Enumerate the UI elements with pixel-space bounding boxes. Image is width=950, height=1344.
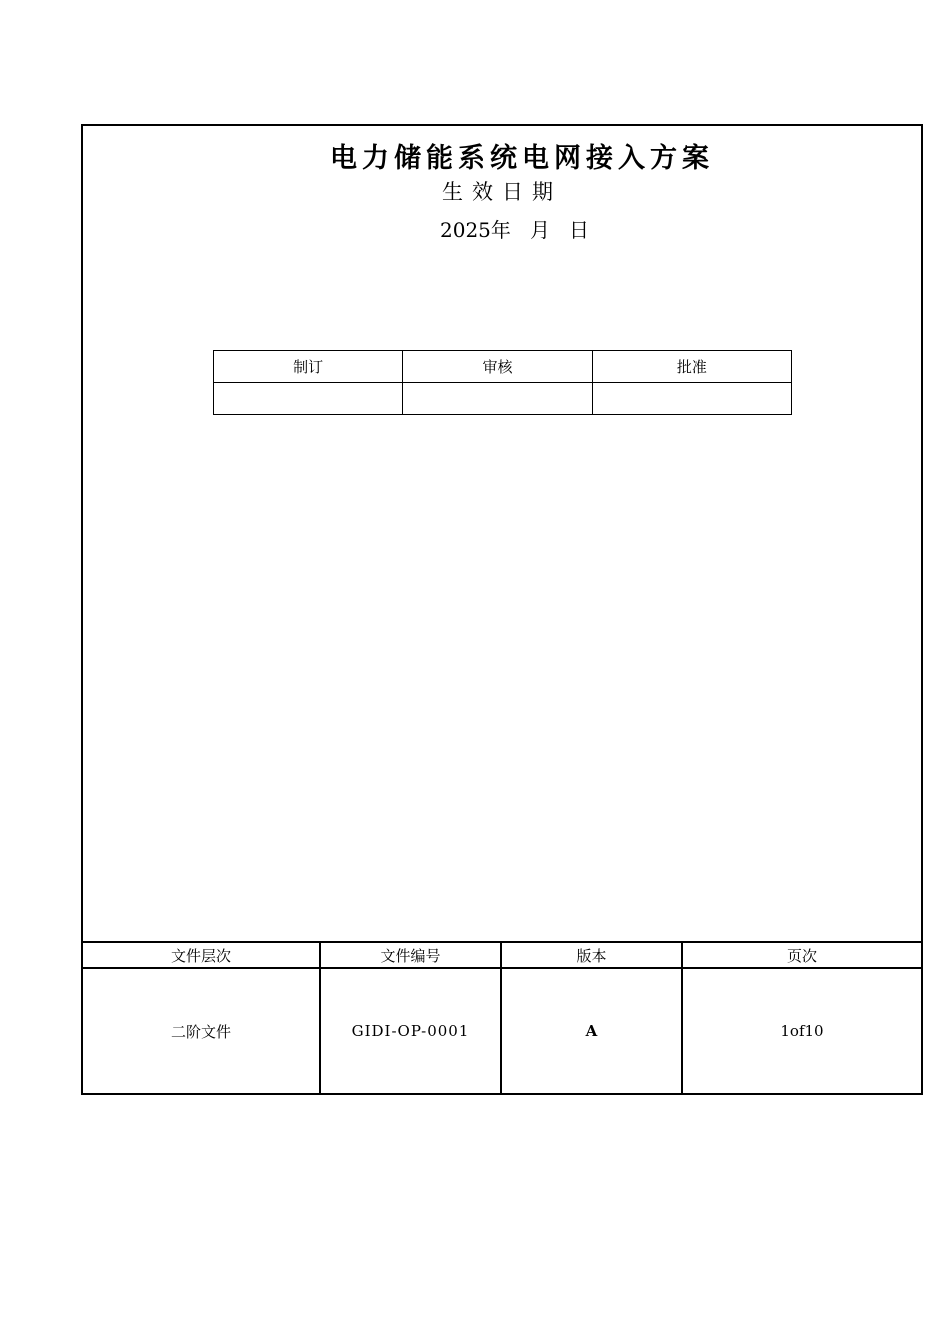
document-info-value-row [83, 968, 921, 1093]
approval-table [213, 350, 792, 415]
approval-cell-prepared [214, 383, 403, 415]
approval-header-row [214, 351, 792, 383]
document-frame [81, 124, 923, 1095]
document-info-table [83, 941, 921, 1093]
document-info-header-row [83, 942, 921, 968]
value-page: 1of10 [682, 968, 921, 1093]
header-doc-number: 文件编号 [320, 942, 501, 968]
header-doc-level: 文件层次 [83, 942, 320, 968]
approval-cell-reviewed [403, 383, 592, 415]
header-page: 页次 [682, 942, 921, 968]
approval-header-prepared: 制订 [214, 351, 403, 383]
value-version: A [501, 968, 682, 1093]
approval-header-reviewed: 审核 [403, 351, 592, 383]
document-title: 电力储能系统电网接入方案 [330, 143, 714, 174]
approval-cell-approved [592, 383, 791, 415]
value-doc-number: GIDI-OP-0001 [320, 968, 501, 1093]
effective-date-label: 生效日期 [442, 180, 562, 204]
value-doc-level: 二阶文件 [83, 968, 320, 1093]
approval-header-approved: 批准 [592, 351, 791, 383]
header-version: 版本 [501, 942, 682, 968]
approval-signature-row [214, 383, 792, 415]
effective-date-value: 2025年 月 日 [440, 218, 590, 242]
